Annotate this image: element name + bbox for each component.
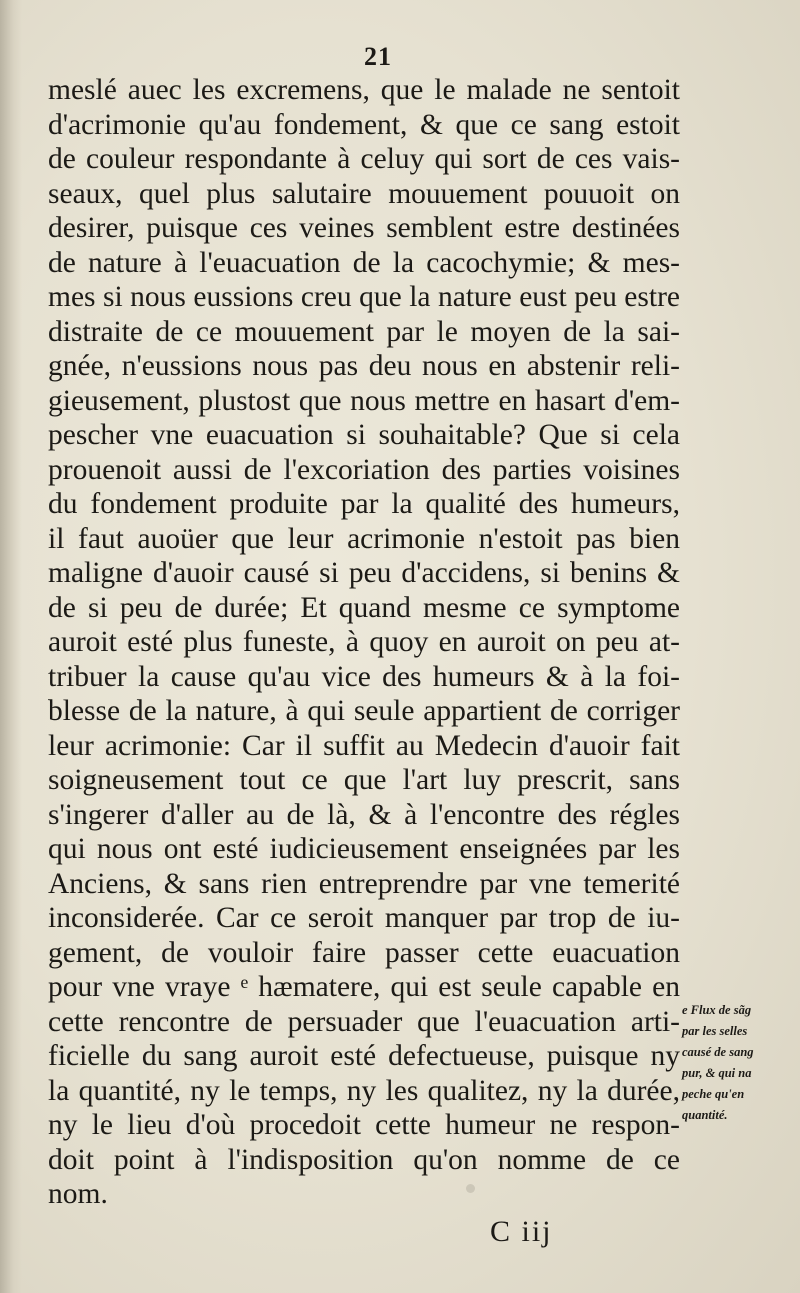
text-line: maligne d'auoir causé si peu d'accidens, si benins & — [48, 557, 680, 589]
text-line: nom. — [48, 1178, 108, 1210]
text-line: blesse de la nature, à qui seule appartient de corriger — [48, 695, 680, 727]
text-line: distraite de ce mouuement par le moyen de la sai- — [48, 315, 680, 348]
text-line: d'acrimonie qu'au fondement, & que ce sang estoit — [48, 108, 680, 141]
text-line: du fondement produite par la qualité des humeurs, — [48, 488, 680, 520]
text-line: ficielle du sang auroit esté defectueuse, puisque ny — [48, 1040, 680, 1072]
text-line: pescher vne euacuation si souhaitable? Que si cela — [48, 419, 680, 451]
text-line: s'ingerer d'aller au de là, & à l'encontre des régles — [48, 798, 680, 831]
page-number: 21 — [364, 42, 392, 71]
text-line: seaux, quel plus salutaire mouuement pouuoit on — [48, 177, 680, 210]
text-line: de si peu de durée; Et quand mesme ce symptome — [48, 591, 680, 624]
text-line: tribuer la cause qu'au vice des humeurs & à la foi- — [48, 660, 680, 693]
text-line: la quantité, ny le temps, ny les qualitez, ny la durée, — [48, 1074, 680, 1107]
text-line: Anciens, & sans rien entreprendre par vne temerité — [48, 867, 680, 900]
ink-spot — [466, 1184, 475, 1193]
page-spine-shadow — [0, 0, 22, 1293]
text-line: de couleur respondante à celuy qui sort de ces vais- — [48, 143, 680, 175]
text-line: soigneusement tout ce que l'art luy prescrit, sans — [48, 764, 680, 796]
margin-note-line: par les selles — [682, 1024, 748, 1038]
text-line: gement, de vouloir faire passer cette euacuation — [48, 936, 680, 969]
text-line: prouenoit aussi de l'excoriation des parties voisines — [48, 453, 680, 486]
text-line: qui nous ont esté iudicieusement enseignées par les — [48, 833, 680, 865]
margin-note-line: pur, & qui na — [682, 1066, 752, 1080]
text-line: inconsiderée. Car ce seroit manquer par trop de iu- — [48, 902, 680, 934]
text-line: doit point à l'indisposition qu'on nomme de ce — [48, 1143, 680, 1176]
text-line: auroit esté plus funeste, à quoy en auroit on peu at- — [48, 626, 680, 658]
margin-note-line: e Flux de sãg — [682, 1003, 752, 1017]
text-line: pour vne vraye ᵉ hæmatere, qui est seule capable en — [48, 971, 680, 1003]
body-text — [48, 73, 680, 1212]
margin-note-line: causé de sang — [682, 1045, 754, 1059]
text-line: desirer, puisque ces veines semblent estre destinées — [48, 212, 680, 244]
text-line: ny le lieu d'où procedoit cette humeur ne respon- — [48, 1109, 680, 1141]
margin-note — [682, 1000, 792, 1126]
margin-note-line: quantité. — [682, 1108, 728, 1122]
text-line: leur acrimonie: Car il suffit au Medecin d'auoir fait — [48, 729, 680, 762]
ink-spot — [248, 262, 254, 268]
text-line: meslé auec les excremens, que le malade ne sentoit — [48, 74, 680, 106]
signature-mark: C iij — [490, 1215, 553, 1248]
text-line: il faut auoüer que leur acrimonie n'estoit pas bien — [48, 522, 680, 555]
text-line: gnée, n'eussions nous pas deu nous en abstenir reli- — [48, 350, 680, 382]
text-line: gieusement, plustost que nous mettre en hasart d'em- — [48, 384, 680, 417]
margin-note-line: peche qu'en — [682, 1087, 745, 1101]
text-line: de nature à l'euacuation de la cacochymie; & mes- — [48, 246, 680, 279]
text-line: mes si nous eussions creu que la nature eust peu estre — [48, 281, 680, 313]
text-line: cette rencontre de persuader que l'euacuation arti- — [48, 1005, 680, 1038]
